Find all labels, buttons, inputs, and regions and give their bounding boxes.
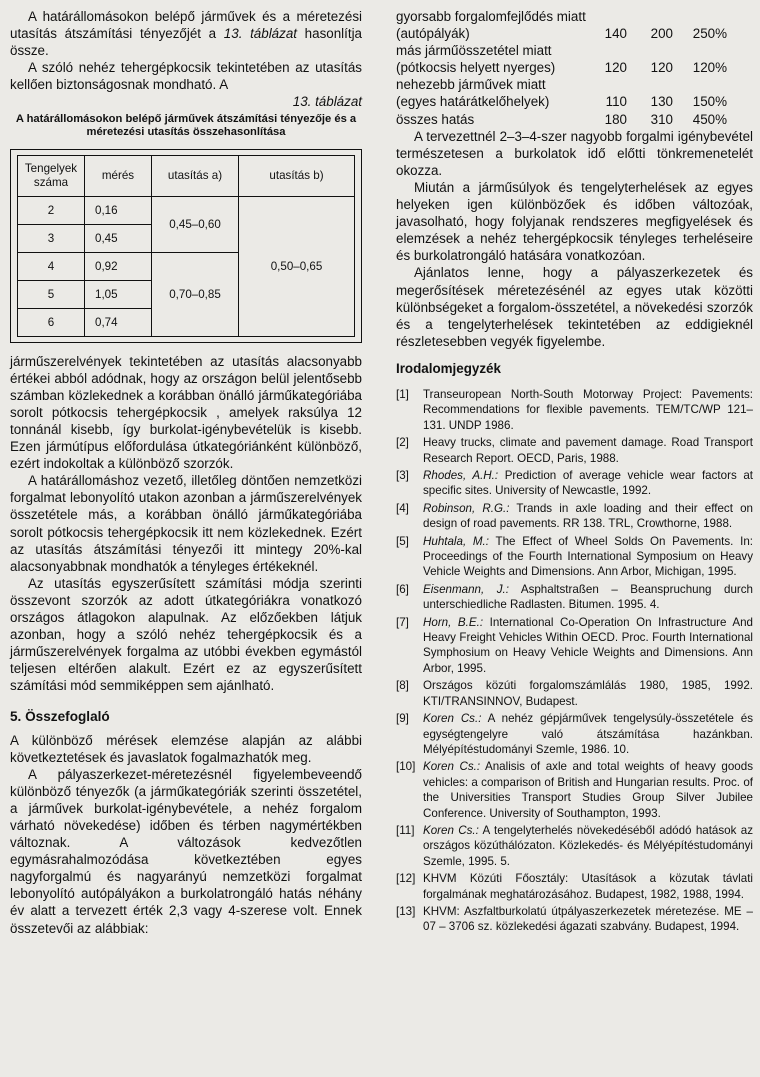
reference-text	[423, 904, 753, 935]
table-cell-measure: 1,05	[85, 280, 152, 308]
reference-text	[423, 468, 753, 499]
factor-value: 110	[605, 94, 627, 110]
reference-text	[423, 678, 753, 709]
body-paragraph: Ajánlatos lenne, hogy a pályaszerkezetek és megerősítések méretezésénél az egyes utak közötti különbségeket a forgalom-összetétel, a növekedési szorzók és a tengelyterhelések tekintetében az eddigieknél részletesebben vegyék figyelembe.	[396, 265, 753, 349]
factor-label: nehezebb járművek miatt	[396, 77, 546, 93]
table-cell-axles: 6	[18, 308, 85, 336]
factor-item	[396, 8, 753, 42]
factor-sublabel: (egyes határátkelőhelyek)	[396, 94, 550, 110]
reference-number: [9]	[396, 712, 409, 726]
table-cell-instr-a: 0,45–0,60	[152, 196, 239, 252]
reference-body: Transeuropean North-South Motorway Project: Pavements: Recommendations for flexible pavements. TEM/TC/WP 121–131. UNDP 1986.	[423, 387, 753, 432]
reference-text	[423, 582, 753, 613]
table-cell-axles: 2	[18, 196, 85, 224]
reference-body: Analisis of axle and total weights of heavy goods vehicles: a comparison of British and Hungarian results. Proc. of the Universities Transport Studies Group Silver Jubilee Conference. University of Southampton, 1993.	[423, 760, 753, 820]
reference-number: [1]	[396, 387, 409, 401]
comparison-table	[17, 155, 355, 337]
reference-author: Koren Cs.:	[423, 760, 481, 774]
factor-row	[396, 59, 753, 76]
reference-text	[423, 534, 753, 580]
reference-item	[396, 615, 753, 677]
reference-item	[396, 582, 753, 613]
reference-author: Robinson, R.G.:	[423, 501, 510, 515]
factor-label: gyorsabb forgalomfejlődés miatt	[396, 9, 586, 24]
reference-body: International Co-Operation On Infrastructure And Heavy Freight Vehicles Within OECD. Proc. Fourth International Symphosium on Heavy Vehicle Weights and Dimensions. Ann Arbor, 1995.	[423, 615, 753, 675]
reference-number: [10]	[396, 760, 416, 774]
factor-value: 250%	[692, 26, 727, 42]
factor-row	[396, 93, 753, 110]
reference-item	[396, 711, 753, 757]
factor-total-label: összes hatás	[396, 111, 475, 127]
factor-item	[396, 76, 753, 110]
reference-author: Eisenmann, J.:	[423, 582, 509, 596]
reference-body: Országos közúti forgalomszámlálás 1980, 1985, 1992. KTI/TRANSINNOV, Budapest.	[423, 679, 753, 708]
reference-author: Huhtala, M.:	[423, 534, 489, 548]
intro-text-a: A határállomásokon belépő járművek és a méretezési utasítás átszámítási tényezőjét a	[10, 9, 362, 42]
reference-number: [12]	[396, 872, 416, 886]
body-paragraph: Az utasítás egyszerűsített számítási módja szerinti összevont szorzók az adott útkategóriákra vonatkozó országos átlagokon alapulnak. Az előzőekben látjuk azonban, hogy a szóló nehéz tehergépkocsik és a járműszerelvények forgalma az utóbbi években egymástól teljesen eltérően alakult. Ezért ez az egyszerűsített számítási mód semmiképpen sem ajánlható.	[10, 575, 362, 694]
reference-author: Koren Cs.:	[423, 712, 482, 726]
intro-paragraph-2	[10, 59, 362, 110]
reference-text	[423, 501, 753, 532]
reference-item	[396, 904, 753, 935]
reference-text	[423, 759, 753, 821]
table-header-instr-a: utasítás a)	[152, 155, 239, 196]
reference-number: [11]	[396, 823, 415, 837]
table-cell-measure: 0,45	[85, 224, 152, 252]
intro-text-b: hasonlítja össze.	[10, 26, 362, 59]
factor-value: 150%	[692, 94, 727, 110]
body-paragraph: A különböző mérések elemzése alapján az alábbi következtetések és javaslatok fogalmazhatók meg.	[10, 732, 362, 765]
body-paragraph: járműszerelvények tekintetében az utasítás alacsonyabb értékei abból adódnak, hogy az országon belül jelentősebb számban közlekednek a korábban önálló járműkategóriába sorolt pótkocsis tehergépkocsik , amelyek raksúlya 12 tonnánál kisebb, így burkolat-igénybevételük is kisebb. Ezen jármútípus előfordulása útkategóriánként különböző, ezért indokoltak a különböző szorzók.	[10, 353, 362, 472]
reference-item	[396, 387, 753, 433]
reference-item	[396, 759, 753, 821]
factor-sublabel: (pótkocsis helyett nyerges)	[396, 60, 556, 76]
intro-paragraph-1	[10, 8, 362, 59]
reference-body: KHVM Közúti Főosztály: Utasítások a közutak távlati forgalmának meghatározásához. Budapest, 1982, 1988, 1994.	[423, 872, 753, 901]
table-cell-instr-b: 0,50–0,65	[239, 196, 355, 336]
reference-author: Rhodes, A.H.:	[423, 469, 499, 482]
reference-text	[423, 387, 753, 433]
table-cell-instr-a: 0,70–0,85	[152, 252, 239, 336]
intro2-text: A szóló nehéz tehergépkocsik tekintetében az utasítás kellően biztonságosnak mondható. A	[10, 60, 362, 93]
factor-total-value: 310	[650, 111, 673, 127]
reference-text	[423, 711, 753, 757]
reference-number: [13]	[396, 904, 416, 918]
factor-total-value: 180	[604, 111, 627, 127]
table-header-measure: mérés	[85, 155, 152, 196]
table-reference: 13. táblázat	[292, 94, 362, 110]
reference-number: [3]	[396, 469, 409, 482]
reference-body: KHVM: Aszfaltburkolatú útpályaszerkezetek méretezése. ME – 07 – 3706 sz. közlekedési ágazati szabvány. Budapest, 1994.	[423, 904, 753, 934]
body-paragraph: Miután a járműsúlyok és tengelyterhelések az egyes helyeken igen különbözőek és időben változóak, javasolható, hogy folyjanak rendszeres megfigyelések és elemzések a nehéz tehergépkocsik tényleges terheléseire és burkolatrongáló hatására vonatkozóan.	[396, 179, 753, 264]
table-reference: 13. táblázat	[223, 26, 297, 42]
reference-author: Horn, B.E.:	[423, 615, 484, 629]
factor-value: 120%	[692, 60, 727, 76]
right-column	[396, 8, 753, 937]
reference-text	[423, 435, 753, 466]
factor-total-value: 450%	[692, 111, 727, 127]
table-cell-measure: 0,74	[85, 308, 152, 336]
reference-item	[396, 871, 753, 902]
factor-item	[396, 42, 753, 76]
reference-body: Asphaltstraßen – Beanspruchung durch unterschiedliche Radlasten. Bitumen. 1995. 4.	[423, 582, 753, 612]
references-heading: Irodalomjegyzék	[396, 360, 501, 376]
reference-item	[396, 435, 753, 466]
reference-list	[396, 387, 753, 935]
reference-body: Prediction of average vehicle wear factors at specific sites. University of Newcastle, 1992.	[423, 469, 753, 498]
table-cell-measure: 0,16	[85, 196, 152, 224]
reference-body: Trands in axle loading and their effect on design of road pavements. RR 138. TRL, Crowthorne, 1988.	[423, 501, 753, 531]
factor-list	[396, 8, 753, 128]
factor-row	[396, 25, 753, 42]
reference-body: Heavy trucks, climate and pavement damage. Road Transport Research Report. OECD, Paris, 1988.	[423, 436, 753, 465]
table-cell-axles: 4	[18, 252, 85, 280]
reference-text	[423, 615, 753, 677]
reference-author: Koren Cs.:	[423, 823, 479, 837]
reference-body: The Effect of Wheel Solds On Pavements. In: Proceedings of the Fourth International Symposium on Heavy Vehicle Weights and Dimensions. Ann Arbor, Michigan, 1995.	[423, 534, 753, 579]
reference-item	[396, 501, 753, 532]
body-paragraph: A határállomáshoz vezető, illetőleg döntően nemzetközi forgalmat lebonyolító utakon azonban a járműszerelvények összetétele más, a korábban önálló járműkategóriába sorolt pótkocsis tehergépkocsik itt nem közlekednek. Ezért az utasítás átszámítási tényezői itt mintegy 20%-kal alacsonyabbnak mondhatók a tényleges értékeknél.	[10, 473, 362, 574]
table-cell-axles: 5	[18, 280, 85, 308]
reference-number: [7]	[396, 615, 409, 629]
table-cell-measure: 0,92	[85, 252, 152, 280]
factor-total-row	[396, 111, 753, 128]
body-paragraph: A tervezettnél 2–3–4-szer nagyobb forgalmi igénybevétel természetesen a burkolatok idő előtti tönkremenetelét okozza.	[396, 128, 753, 178]
reference-item	[396, 678, 753, 709]
factor-value: 200	[650, 26, 673, 42]
reference-number: [8]	[396, 679, 409, 693]
table-header-axles: Tengelyek száma	[18, 155, 85, 196]
reference-number: [4]	[396, 501, 409, 515]
body-paragraph: A pályaszerkezet-méretezésnél figyelembeveendő különböző tényezők (a járműkategóriák szerinti összetétel, a járművek burkolat-igénybevétele, a nehéz forgalom várható növekedése) időben és térben nagymértékben változnak. A változások kedvezőtlen egymásrahalmozódása következtében egyes nagyforgalmú és nagyarányú nemzetközi forgalmat lebonyolító autópályákon a burkolatrongáló hatás néhány év alatt a tervezett érték 2,3 vagy 4-szerese volt. Ennek összetevői az alábbiak:	[10, 766, 362, 936]
reference-item	[396, 823, 753, 869]
reference-body: A tengelyterhelés növekedéséből adódó hatások az országos közúthálózaton. Közlekedés- és Mélyépítéstudományi Szemle, 1995. 5.	[423, 823, 753, 868]
reference-item	[396, 468, 753, 499]
factor-value: 120	[604, 60, 627, 76]
table-caption: A határállomásokon belépő járművek átszámítási tényezője és a méretezési utasítás összehasonlítása	[15, 112, 357, 138]
reference-number: [2]	[396, 436, 409, 450]
reference-text	[423, 871, 753, 902]
factor-sublabel: (autópályák)	[396, 26, 470, 42]
section-heading: 5. Összefoglaló	[10, 709, 110, 725]
factor-label: más járműösszetétel miatt	[396, 43, 552, 59]
factor-value: 120	[650, 60, 673, 76]
left-column	[10, 8, 362, 937]
table-header-instr-b: utasítás b)	[239, 155, 355, 196]
reference-text	[423, 823, 753, 869]
reference-item	[396, 534, 753, 580]
reference-body: A nehéz gépjárművek tengelysúly-összetétele és egységtengelyre való átszámítása hazánkban. Mélyépítéstudományi Szemle, 1986. 10.	[423, 712, 753, 756]
reference-number: [5]	[396, 534, 409, 548]
factor-value: 130	[650, 94, 673, 110]
comparison-table-frame	[10, 149, 362, 343]
table-cell-axles: 3	[18, 224, 85, 252]
reference-number: [6]	[396, 582, 409, 596]
factor-value: 140	[604, 26, 627, 42]
